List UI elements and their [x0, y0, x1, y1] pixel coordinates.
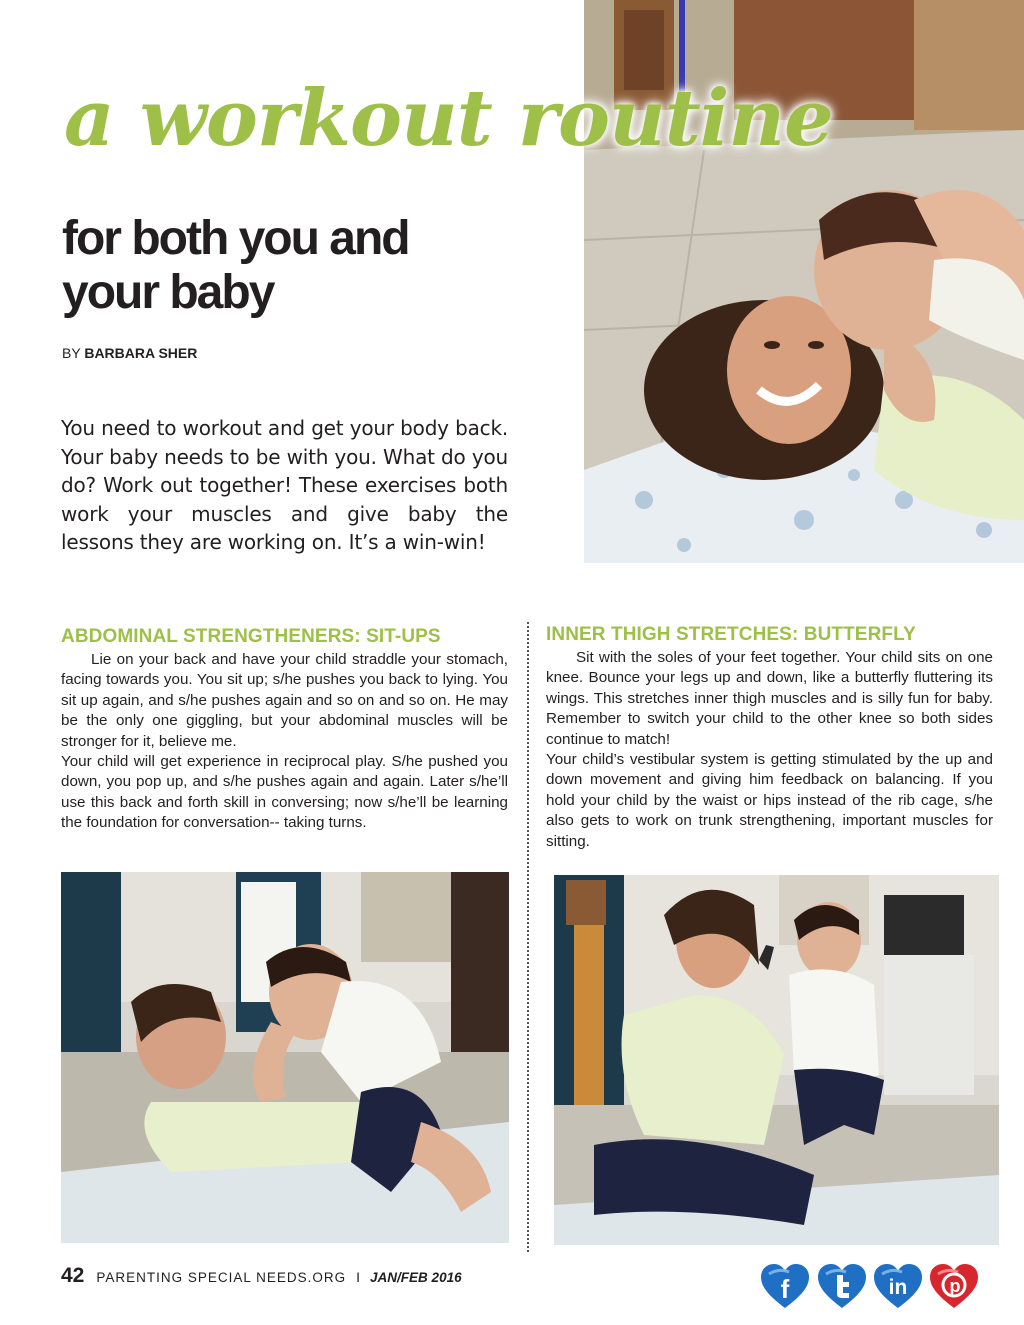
- article-title: a workout routine: [64, 73, 833, 164]
- body-paragraph: Your child will get experience in reciprocal play. S/he pushed you down, you pop up, and s/he pushes again and again. Later s/he’ll use this back and forth skill in conversing; now s/he’ll be learning the foundation for conversation-- taking turns.: [61, 753, 508, 832]
- body-paragraph: Lie on your back and have your child straddle your stomach, facing towards you. You sit up; s/he pushes you back to lying. You sit up again, and s/he pushes again and so on and so on. He may be the only one giggling, but your abdominal muscles will be stronger for it, believe me.: [61, 651, 508, 750]
- body-paragraph: Sit with the soles of your feet together. Your child sits on one knee. Bounce your legs up and down, like a butterfly fluttering its wings. This stretches inner thigh muscles and is silly fun for baby. Remember to switch your child to the other knee so both sides continue to match!: [546, 649, 993, 748]
- issue-date: JAN/FEB 2016: [370, 1270, 462, 1285]
- pinterest-icon[interactable]: [928, 1260, 980, 1312]
- facebook-icon-graphic: [759, 1260, 811, 1312]
- column-divider: [527, 622, 529, 1252]
- page-footer: [61, 1264, 462, 1294]
- facebook-icon[interactable]: [759, 1260, 811, 1312]
- linkedin-icon[interactable]: [872, 1260, 924, 1312]
- section-heading-situps: ABDOMINAL STRENGTHENERS: SIT-UPS: [61, 626, 441, 647]
- section-body-butterfly: [546, 648, 993, 852]
- butterfly-photo-image: [554, 875, 999, 1245]
- twitter-icon[interactable]: [816, 1260, 868, 1312]
- situps-photo-image: [61, 872, 509, 1243]
- author-name: BARBARA SHER: [84, 345, 198, 361]
- situps-photo: [61, 872, 509, 1243]
- footer-separator: I: [356, 1269, 361, 1285]
- page-number: 42: [61, 1264, 85, 1287]
- facebook-glyph: f: [780, 1274, 790, 1304]
- article-subtitle: [62, 212, 562, 320]
- butterfly-photo: [554, 875, 999, 1245]
- byline: [62, 345, 197, 361]
- linkedin-icon-graphic: [872, 1260, 924, 1312]
- twitter-icon-graphic: [816, 1260, 868, 1312]
- section-body-situps: [61, 650, 508, 834]
- publication-name: PARENTING SPECIAL NEEDS.ORG: [96, 1270, 347, 1285]
- pinterest-icon-graphic: [928, 1260, 980, 1312]
- section-heading-butterfly: INNER THIGH STRETCHES: BUTTERFLY: [546, 624, 916, 645]
- pinterest-glyph: p: [949, 1276, 961, 1296]
- intro-paragraph: You need to workout and get your body back. Your baby needs to be with you. What do you do? Work out together! These exercises both work your muscles and give baby the lessons they are working on. It’s a win-win!: [61, 416, 508, 554]
- linkedin-glyph: in: [888, 1276, 908, 1299]
- subtitle-line: your baby: [62, 266, 274, 319]
- body-paragraph: Your child’s vestibular system is getting stimulated by the up and down movement and giving him feedback on balancing. If you hold your child by the waist or hips instead of the rib cage, s/he also gets to work on trunk strengthening, important muscles for sitting.: [546, 751, 993, 850]
- subtitle-line: for both you and: [62, 212, 409, 265]
- byline-prefix: BY: [62, 345, 81, 361]
